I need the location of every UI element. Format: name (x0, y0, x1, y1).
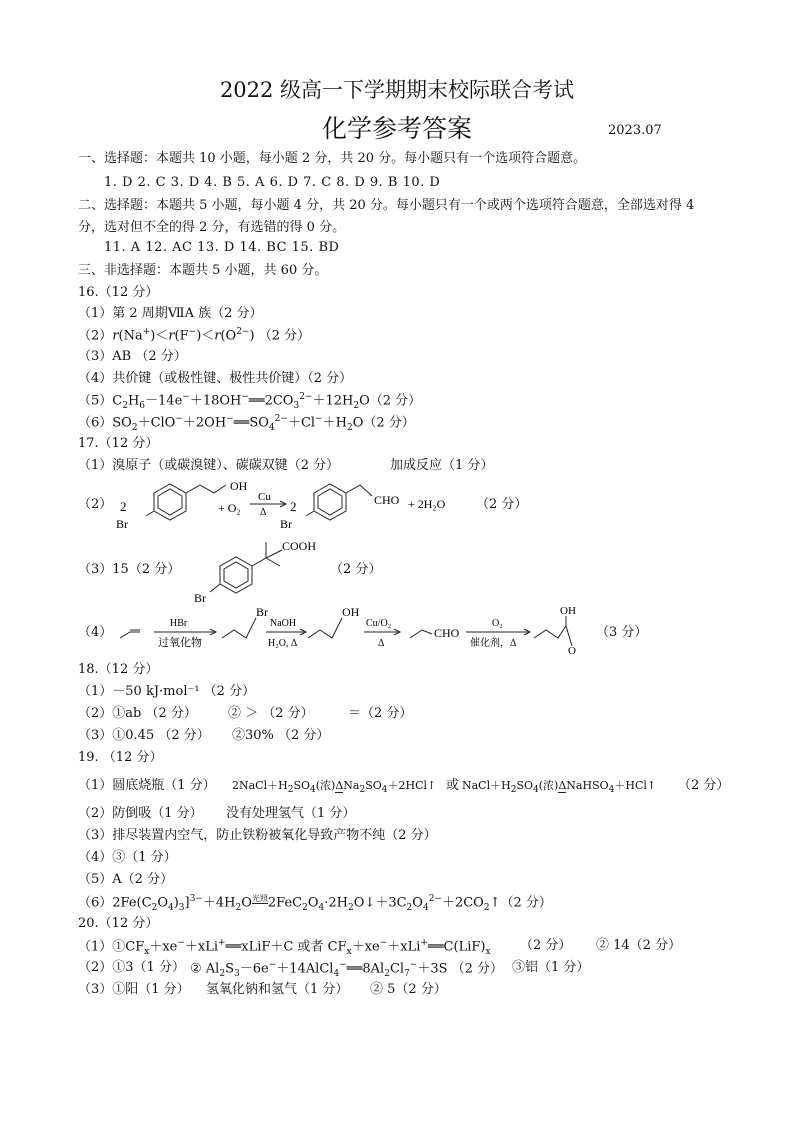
q19-answer-1: （1）圆底烧瓶（1 分） (78, 778, 216, 793)
section2-heading-1: 二、选择题：本题共 5 小题，每小题 4 分，共 20 分。每小题只有一个或两个选项符合题意，全部选对得 4 (78, 198, 695, 213)
q19-answer-2b: 没有处理氢气（1 分） (226, 806, 356, 821)
section1-heading: 一、选择题：本题共 10 小题，每小题 2 分，共 20 分。每小题只有一个选项符合题意。 (78, 151, 587, 166)
q17-answer-2-score: （2 分） (476, 497, 528, 512)
br-label-1: Br (116, 517, 128, 531)
coef-2: 2 (120, 499, 127, 514)
benzene-ring-2 (306, 484, 372, 520)
q20-answer-1b: ② 14（2 分） (596, 938, 682, 953)
q19-equation-2: $NaCl+H_2SO_4$(浓)ΔNaHSO$_4$＋HCl↑ (462, 779, 657, 796)
q18-answer-3: （3）①0.45 （2 分） (78, 728, 210, 743)
reagent-heat: Δ (378, 638, 385, 649)
reagent-catalyst: 催化剂，Δ (470, 638, 517, 649)
q19-title: 19. （12 分） (78, 750, 163, 765)
oh-label-2: OH (342, 606, 360, 619)
q19-answer-1-score: （2 分） (678, 778, 730, 793)
q17-answer-3-score: （2 分） (330, 562, 382, 577)
q19-answer-3: （3）排尽装置内空气，防止铁粉被氧化导致产物不纯（2 分） (78, 828, 437, 843)
q20-answer-3c: ② 5（2 分） (370, 982, 447, 997)
cho-label-1: CHO (374, 493, 400, 507)
q20-answer-2: （2）①3（1 分） (78, 960, 185, 975)
q17-synthesis-route (110, 606, 650, 656)
cu-label: Cu (258, 491, 271, 503)
q20-answer-2b: ② $Al_2S_3-6e^-+14AlCl_4^-══8Al_2Cl_7^-+3S$ （2 分） (190, 960, 504, 979)
exam-title: 2022 级高一下学期期末校际联合考试 (219, 78, 575, 102)
q16-title: 16.（12 分） (78, 285, 159, 300)
svg-text:O: O (568, 645, 576, 656)
q19-answer-2: （2）防倒吸（1 分） (78, 806, 203, 821)
reagent-hbr: HBr (170, 618, 188, 629)
oh-label-3: OH (560, 606, 576, 617)
reagent-naoh: NaOH (270, 618, 297, 629)
q18-answer-2: （2）①ab （2 分） (78, 706, 197, 721)
reagent-o2: O₂ (492, 618, 503, 629)
doc-title: 化学参考答案 (321, 114, 472, 143)
q16-answer-6: $(6)SO_2+ClO^-+2OH^-══SO_4^{2-}+Cl^-+H_2O(2$ 分） (78, 414, 415, 433)
section2-answers: 11. A 12. AC 13. D 14. BC 15. BD (104, 240, 340, 255)
q19-answer-4: （4）③（1 分） (78, 850, 177, 865)
q16-answer-2: $(2)r(Na^+)<r(F^-)<r(O^{2-})$ （2 分） (78, 327, 311, 344)
q18-title: 18.（12 分） (78, 662, 159, 677)
benzene-ring-1 (146, 484, 226, 520)
o2-label: + O₂ (218, 501, 241, 515)
q17-answer-4-score: （3 分） (596, 625, 648, 640)
cooh-label: COOH (282, 539, 317, 553)
q18-answer-1: （1）－50 kJ·mol⁻¹ （2 分） (78, 684, 256, 699)
exam-date: 2023.07 (608, 123, 662, 138)
q20-answer-1: $(1)①CF_x+xe^-+xLi^+══xLiF+C$ 或者 $CF_x+xe^-+xLi^+══C(LiF)_x$ (78, 938, 491, 957)
q20-answer-1-score: （2 分） (520, 938, 572, 953)
q19-or: 或 (446, 778, 460, 793)
q16-answer-5: $(5)C_2H_6-14e^-+18OH^-══2CO_3^{2-}+12H_2O(2$ 分） (78, 392, 422, 411)
section3-heading: 三、非选择题：本题共 5 小题，共 60 分。 (78, 263, 328, 278)
q16-answer-2-score: （2 分） (258, 328, 311, 344)
q17-answer-2-label: （2） (78, 497, 113, 512)
q20-answer-3b: 氢氧化钠和氢气（1 分） (206, 982, 349, 997)
cho-label-2: CHO (434, 626, 460, 640)
br-label-2: Br (280, 517, 292, 531)
q17-answer-4-label: （4） (78, 625, 113, 640)
q20-or: 或者 (297, 939, 324, 955)
q20-answer-2-score: （2 分） (451, 961, 504, 977)
q18-answer-2c: ＝（2 分） (348, 706, 413, 721)
q16-answer-3: （3）AB （2 分） (78, 349, 187, 364)
reagent-cu-o2: Cu/O₂ (366, 618, 392, 629)
q16-answer-4: （4）共价键（或极性键、极性共价键）（2 分） (78, 371, 353, 386)
q20-answer-2c: ③铝（1 分） (512, 960, 590, 975)
light-label: 光照 (251, 894, 268, 903)
q20-title: 20.（12 分） (78, 916, 159, 931)
q16-answer-1: （1）第 2 周期ⅦA 族（2 分） (78, 306, 263, 321)
q17-answer-1b: 加成反应（1 分） (390, 458, 494, 473)
q17-title: 17.（12 分） (78, 436, 159, 451)
q18-answer-2b: ② ＞ （2 分） (228, 706, 314, 721)
section2-heading-2: 分，选对但不全的得 2 分，有选错的得 0 分。 (78, 220, 346, 235)
q17-reaction-scheme-2 (110, 478, 530, 533)
br-label-3: Br (194, 591, 206, 605)
q20-answer-3: （3）①阳（1 分） (78, 982, 190, 997)
q17-answer-1: （1）溴原子（或碳溴键）、碳碳双键（2 分） (78, 458, 340, 473)
q19-answer-5: （5）A（2 分） (78, 872, 174, 887)
q18-answer-3b: ②30% （2 分） (232, 728, 330, 743)
reagent-h2o-heat: H₂O, Δ (268, 638, 298, 649)
reagent-peroxide: 过氧化物 (158, 637, 202, 649)
q17-answer-3: （3）15（2 分） (78, 562, 181, 577)
q19-answer-6: $(6)2Fe(C_2O_4)_3]^{3-}+4H_2O^{光照}2FeC_2O_4\cdot 2H_2O↓+3C_2O_4^{2-}+2CO_2↑(2$ 分） (78, 894, 552, 913)
h2o-label: + 2H₂O (408, 497, 446, 511)
oh-label: OH (230, 479, 248, 493)
q17-structure-3 (186, 536, 336, 606)
section1-answers: 1. D 2. C 3. D 4. B 5. A 6. D 7. C 8. D 9. B 10. D (104, 175, 441, 190)
br-label-4: Br (256, 606, 268, 619)
q19-equation-1: $2NaCl+H_2SO_4$(浓)$\Delta Na_2SO_4+2HCl↑$ (232, 779, 437, 796)
coef-2b: 2 (290, 499, 297, 514)
svg-text:Δ: Δ (260, 507, 267, 518)
